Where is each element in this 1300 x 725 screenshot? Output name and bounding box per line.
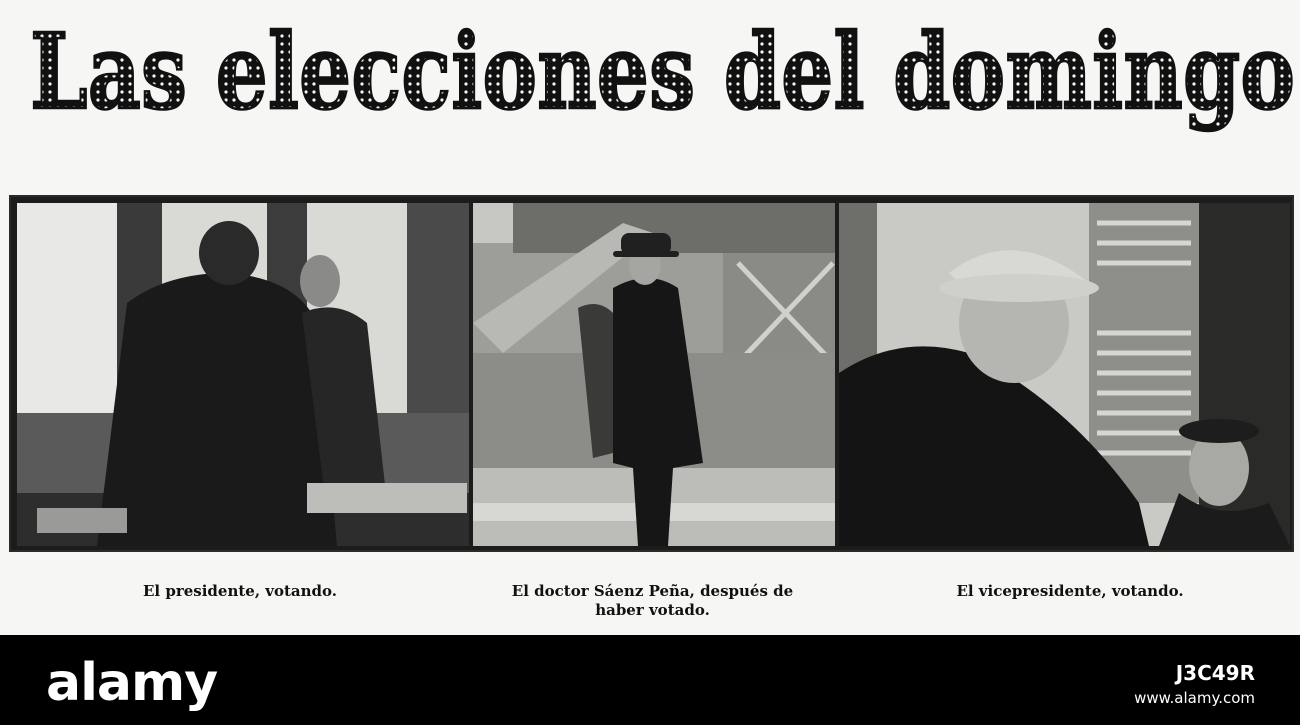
caption-saenz-pena [480, 582, 825, 620]
photo-president-voting [17, 203, 469, 546]
photo-saenz-pena [473, 203, 835, 546]
image-id: J3C49R [1175, 661, 1255, 685]
headline-text: Las elecciones del domingo [30, 10, 1295, 133]
photo-strip [9, 195, 1294, 552]
headline-art [30, 8, 1295, 158]
caption-vicepresident: El vicepresidente, votando. [956, 582, 1184, 600]
stock-footer-bar [0, 635, 1300, 725]
headline [30, 8, 1295, 158]
caption-line-2: haber votado. [595, 601, 710, 619]
photo-vicepresident-voting [839, 203, 1290, 546]
caption-line-1: El doctor Sáenz Peña, después de [511, 582, 794, 600]
caption-president: El presidente, votando. [142, 582, 337, 600]
alamy-logo: alamy [46, 653, 218, 713]
site-url: www.alamy.com [1134, 689, 1255, 707]
